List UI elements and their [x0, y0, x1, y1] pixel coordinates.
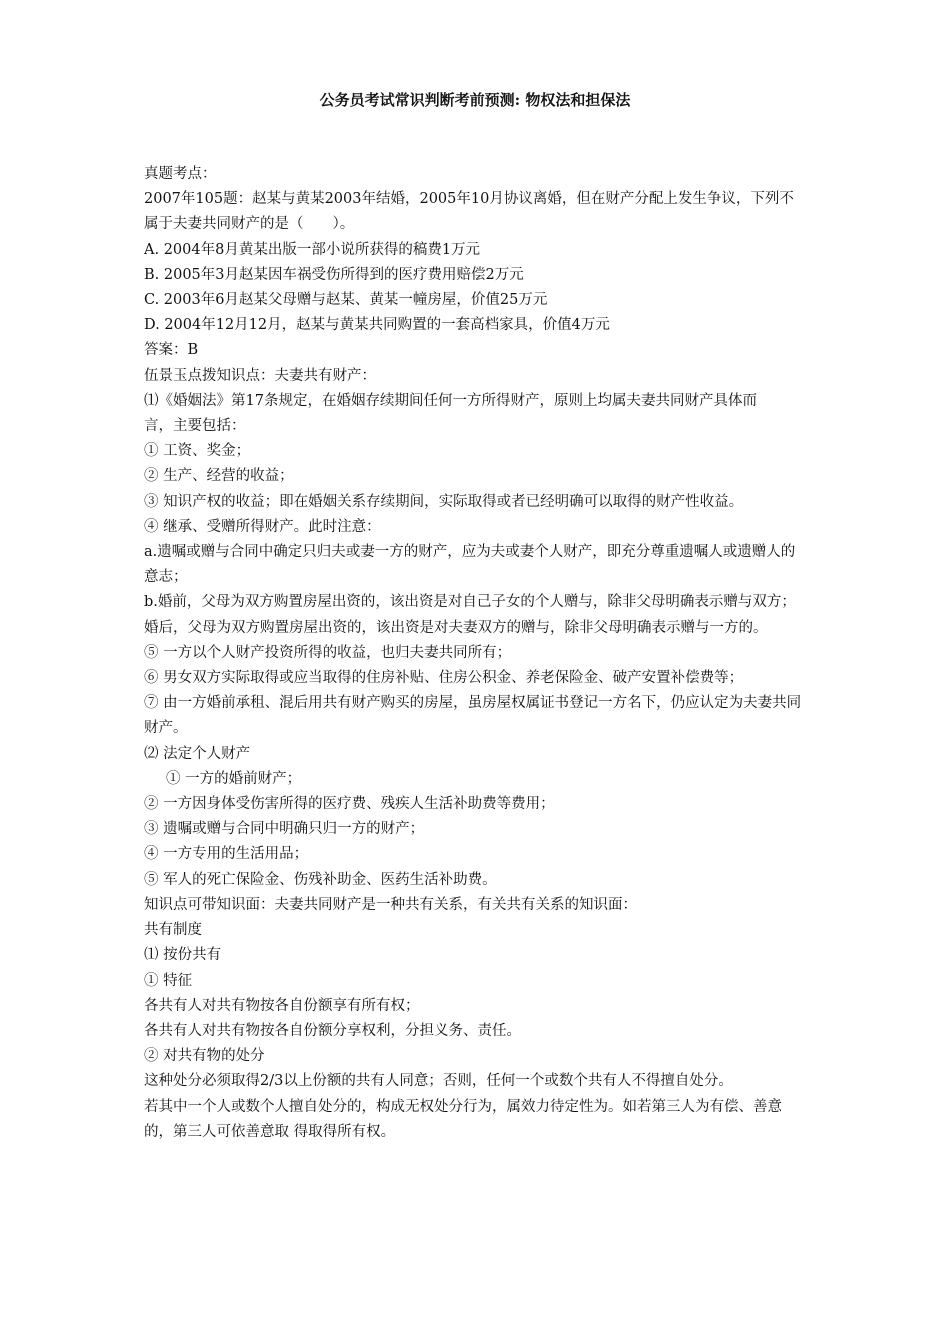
option-d: D. 2004年12月12月，赵某与黄某共同购置的一套高档家具，价值4万元: [144, 317, 610, 334]
list-item: ② 一方因身体受伤害所得的医疗费、残疾人生活补助费等费用；: [144, 796, 555, 813]
list-item: ④ 一方专用的生活用品；: [144, 846, 309, 863]
list-item: ③ 遗嘱或赠与合同中明确只归一方的财产；: [144, 821, 425, 838]
list-item: ① 工资、奖金；: [144, 443, 251, 460]
list-item: ② 生产、经营的收益；: [144, 468, 294, 485]
document-body: [144, 162, 808, 1145]
list-item: ⑦ 由一方婚前承租、混后用共有财产购买的房屋，虽房屋权属证书登记一方名下，仍应认定为夫妻共同财产。: [144, 695, 802, 737]
list-item: ④ 继承、受赠所得财产。此时注意：: [144, 518, 381, 535]
list-item: ⑤ 军人的死亡保险金、伤残补助金、医药生活补助费。: [144, 871, 497, 888]
option-c: C. 2003年6月赵某父母赠与赵某、黄某一幢房屋，价值25万元: [144, 292, 548, 309]
list-item: ③ 知识产权的收益；即在婚姻关系存续期间，实际取得或者已经明确可以取得的财产性收益。: [144, 493, 744, 510]
list-item: ⑥ 男女双方实际取得或应当取得的住房补贴、住房公积金、养老保险金、破产安置补偿费等；: [144, 670, 744, 687]
paragraph: 这种处分必须取得2/3以上份额的共有人同意；否则，任何一个或数个共有人不得擅自处分。: [144, 1073, 733, 1090]
list-item: ⑤ 一方以个人财产投资所得的收益，也归夫妻共同所有；: [144, 644, 512, 661]
answer: 答案：B: [144, 342, 199, 359]
list-item: ① 特征: [144, 972, 193, 989]
paragraph: 2007年105题：赵某与黄某2003年结婚，2005年10月协议离婚，但在财产分配上发生争议，下列不属于夫妻共同财产的是（ ）。: [144, 191, 794, 233]
paragraph: 真题考点：: [144, 166, 217, 182]
document-title: 公务员考试常识判断考前预测: 物权法和担保法: [319, 91, 631, 109]
paragraph: 各共有人对共有物按各自份额享有所有权；: [144, 997, 420, 1014]
option-a: A. 2004年8月黄某出版一部小说所获得的稿费1万元: [144, 241, 481, 258]
paragraph: 言，主要包括：: [144, 418, 246, 435]
paragraph: ⑴《婚姻法》第17条规定，在婚姻存续期间任何一方所得财产，原则上均属夫妻共同财产具体而: [144, 392, 757, 409]
section-heading: ⑵ 法定个人财产: [144, 745, 251, 762]
list-item: ① 一方的婚前财产；: [166, 770, 302, 787]
paragraph: 若其中一个人或数个人擅自处分的，构成无权处分行为，属效力待定性为。如若第三人为有偿、善意的，第三人可依善意取 得取得所有权。: [144, 1098, 782, 1140]
list-item: a.遗嘱或赠与合同中确定只归夫或妻一方的财产，应为夫或妻个人财产，即充分尊重遗嘱人或遗赠人的意志；: [144, 544, 796, 586]
paragraph: 知识点可带知识面：夫妻共同财产是一种共有关系，有关共有关系的知识面：: [144, 896, 637, 913]
section-heading: 共有制度: [144, 922, 202, 939]
paragraph: 伍景玉点拨知识点：夫妻共有财产：: [144, 367, 376, 384]
option-b: B. 2005年3月赵某因车祸受伤所得到的医疗费用赔偿2万元: [144, 266, 524, 283]
list-item: b.婚前，父母为双方购置房屋出资的，该出资是对自己子女的个人赠与，除非父母明确表示赠与双方；婚后，父母为双方购置房屋出资的，该出资是对夫妻双方的赠与，除非父母明确表示赠与一方的。: [144, 594, 796, 636]
list-item: ② 对共有物的处分: [144, 1048, 265, 1065]
paragraph: 各共有人对共有物按各自份额分享权利，分担义务、责任。: [144, 1022, 521, 1039]
section-heading: ⑴ 按份共有: [144, 947, 222, 964]
